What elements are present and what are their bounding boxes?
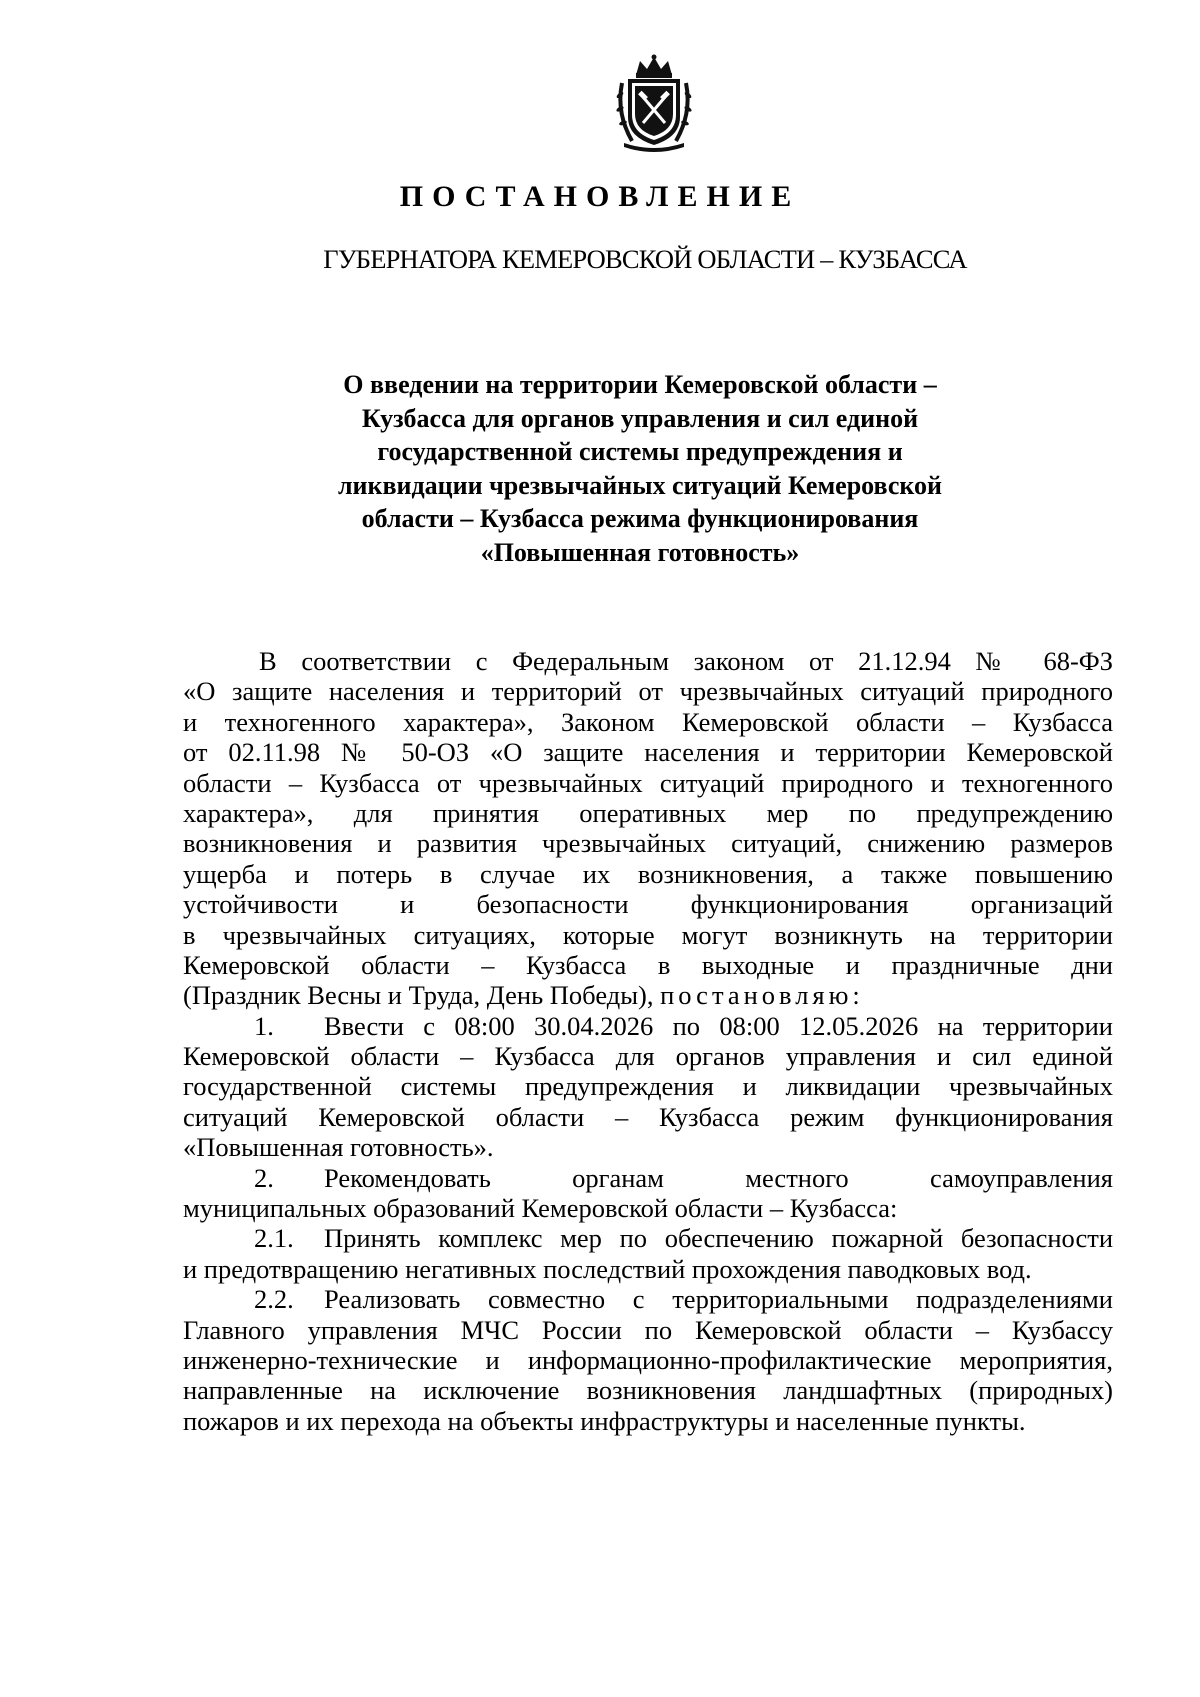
preamble-line: характера», для принятия оперативных мер по предупреждению: [183, 797, 1113, 828]
preamble-tail: (Праздник Весны и Труда, День Победы),: [183, 980, 654, 1011]
document-title: [300, 368, 980, 569]
item-line: муниципальных образований Кемеровской области – Кузбасса:: [183, 1193, 898, 1224]
title-line: ликвидации чрезвычайных ситуаций Кемеровской: [337, 470, 943, 500]
item-first-line: [183, 1011, 1113, 1041]
title-line: области – Кузбасса режима функционирования: [361, 504, 919, 533]
preamble-line: и техногенного характера», Законом Кемеровской области – Кузбасса: [183, 706, 1113, 737]
item-first-line: [183, 1284, 1113, 1314]
item-line: пожаров и их перехода на объекты инфраструктуры и населенные пункты.: [183, 1405, 1026, 1436]
item-number: 2.2.: [254, 1284, 294, 1315]
document-body: [183, 646, 1113, 1436]
item-line: инженерно-технические и информационно-профилактические мероприятия,: [183, 1344, 1113, 1375]
preamble-line: «О защите населения и территорий от чрезвычайных ситуаций природного: [183, 676, 1113, 707]
title-line: «Повышенная готовность»: [480, 537, 800, 567]
document-type-heading: ПОСТАНОВЛЕНИЕ: [399, 180, 801, 213]
preamble-line: возникновения и развития чрезвычайных ситуаций, снижению размеров: [183, 828, 1113, 859]
item-line: «Повышенная готовность».: [183, 1132, 494, 1163]
coat-of-arms-icon: [614, 53, 694, 153]
preamble-line: устойчивости и безопасности функционирования организаций: [183, 889, 1113, 920]
title-line: О введении на территории Кемеровской области –: [343, 370, 937, 399]
preamble-line: В соответствии с Федеральным законом от 21.12.94 № 68-ФЗ: [259, 646, 1113, 676]
item-text: Принять комплекс мер по обеспечению пожарной безопасности: [324, 1223, 1113, 1254]
item-line: государственной системы предупреждения и ликвидации чрезвычайных: [183, 1071, 1113, 1102]
title-line: государственной системы предупреждения и: [377, 437, 903, 466]
preamble-line: области – Кузбасса от чрезвычайных ситуаций природного и техногенного: [183, 767, 1113, 798]
item-number: 2.1.: [254, 1223, 294, 1254]
item-first-line: [183, 1163, 1113, 1193]
item-line: Кемеровской области – Кузбасса для органов управления и сил единой: [183, 1041, 1113, 1072]
item-text: Рекомендовать органам местного самоуправления: [324, 1162, 1113, 1193]
item-line: ситуаций Кемеровской области – Кузбасса режим функционирования: [183, 1101, 1113, 1132]
item-line: и предотвращению негативных последствий прохождения паводковых вод.: [183, 1253, 1032, 1284]
preamble-line: Кемеровской области – Кузбасса в выходные и праздничные дни: [183, 949, 1113, 980]
preamble-line: от 02.11.98 № 50-ОЗ «О защите населения и территории Кемеровской: [183, 737, 1113, 768]
issuer-heading: ГУБЕРНАТОРА КЕМЕРОВСКОЙ ОБЛАСТИ – КУЗБАССА: [323, 244, 967, 274]
item-text: Ввести с 08:00 30.04.2026 по 08:00 12.05.2026 на территории: [324, 1010, 1113, 1041]
item-line: направленные на исключение возникновения ландшафтных (природных): [183, 1375, 1113, 1406]
item-first-line: [183, 1223, 1113, 1253]
title-line: Кузбасса для органов управления и сил единой: [361, 403, 919, 433]
preamble-line: ущерба и потерь в случае их возникновения, а также повышению: [183, 858, 1113, 889]
item-number: 1.: [254, 1010, 274, 1041]
item-line: Главного управления МЧС России по Кемеровской области – Кузбассу: [183, 1314, 1113, 1345]
preamble-last-line: [183, 980, 1113, 1010]
decree-word: постановляю:: [660, 980, 864, 1011]
item-number: 2.: [254, 1162, 274, 1193]
preamble-line: в чрезвычайных ситуациях, которые могут возникнуть на территории: [183, 919, 1113, 950]
item-text: Реализовать совместно с территориальными подразделениями: [324, 1284, 1113, 1315]
